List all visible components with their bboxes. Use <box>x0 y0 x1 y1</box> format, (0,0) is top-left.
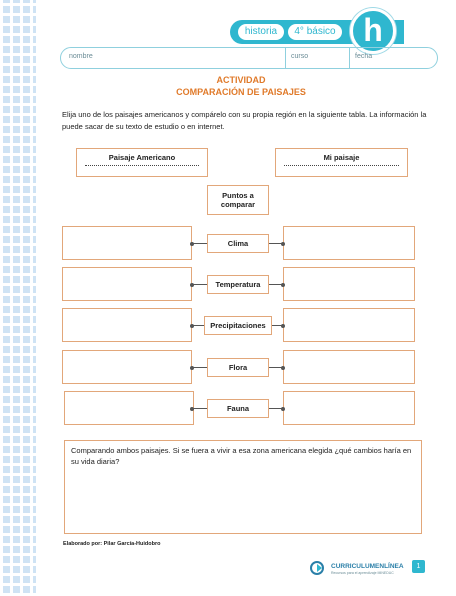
comparison-point-label: Flora <box>228 363 248 372</box>
american-answer-box[interactable] <box>62 226 192 260</box>
points-to-compare-label: Puntos a comparar <box>220 191 256 209</box>
connector-line <box>192 367 207 368</box>
activity-subtitle: COMPARACIÓN DE PAISAJES <box>176 87 306 97</box>
instructions-text: Elija uno de los paisajes americanos y compárelo con su propia región en la siguiente tabla. La información la puede sacar de su texto de estudio o en internet. <box>62 110 427 131</box>
name-field-label: nombre <box>69 53 93 60</box>
connector-dot <box>281 242 285 246</box>
connector-dot <box>190 283 194 287</box>
american-landscape-header-box <box>76 148 208 177</box>
connector-line <box>192 284 207 285</box>
my-landscape-header-box <box>275 148 408 177</box>
my-landscape-label: Mi paisaje <box>323 153 360 162</box>
subject-badge: historia <box>238 24 284 40</box>
subject-logo-icon: h <box>350 8 396 54</box>
footer-tagline: Recursos para el aprendizaje MINEDUC <box>331 571 394 575</box>
dotted-write-line <box>284 165 399 166</box>
comparison-point-box <box>207 358 269 377</box>
grade-badge: 4° básico <box>288 24 342 40</box>
connector-dot <box>281 283 285 287</box>
american-answer-box[interactable] <box>62 308 192 342</box>
my-answer-box[interactable] <box>283 391 415 425</box>
date-field-label: fecha <box>355 53 373 60</box>
connector-dot <box>190 407 194 411</box>
course-field-label: curso <box>291 53 309 60</box>
field-divider <box>349 48 350 68</box>
american-landscape-label: Paisaje Americano <box>108 153 176 162</box>
my-answer-box[interactable] <box>283 267 415 301</box>
connector-dot <box>190 366 194 370</box>
connector-dot <box>281 407 285 411</box>
curriculum-logo-icon <box>310 561 330 575</box>
comparison-point-box <box>207 234 269 253</box>
connector-dot <box>281 324 285 328</box>
comparison-point-label: Temperatura <box>215 280 261 289</box>
my-answer-box[interactable] <box>283 226 415 260</box>
page-number: 1 <box>412 560 425 573</box>
activity-title: ACTIVIDAD <box>216 75 266 85</box>
student-info-row <box>60 47 438 69</box>
american-answer-box[interactable] <box>62 267 192 301</box>
points-to-compare-box <box>207 185 269 215</box>
field-divider <box>285 48 286 68</box>
american-answer-box[interactable] <box>62 350 192 384</box>
comparison-point-box <box>204 316 272 335</box>
comparison-point-box <box>207 399 269 418</box>
my-answer-box[interactable] <box>283 308 415 342</box>
dotted-write-line <box>85 165 199 166</box>
connector-dot <box>190 324 194 328</box>
comparison-point-label: Fauna <box>226 404 250 413</box>
comparison-point-label: Clima <box>227 239 249 248</box>
connector-line <box>192 408 207 409</box>
footer-brand: CURRICULUMENLÍNEA <box>331 563 404 570</box>
author-credit: Elaborado por: Pilar García-Huidobro <box>63 541 161 547</box>
reflection-question-text: Comparando ambos paisajes. Si se fuera a vivir a esa zona americana elegida ¿qué cambios haría en su vida diaria? <box>71 446 412 466</box>
american-answer-box[interactable] <box>64 391 194 425</box>
reflection-question-box[interactable] <box>64 440 422 534</box>
connector-dot <box>281 366 285 370</box>
connector-line <box>192 243 207 244</box>
comparison-point-label: Precipitaciones <box>210 321 266 330</box>
comparison-point-box <box>207 275 269 294</box>
connector-dot <box>190 242 194 246</box>
my-answer-box[interactable] <box>283 350 415 384</box>
